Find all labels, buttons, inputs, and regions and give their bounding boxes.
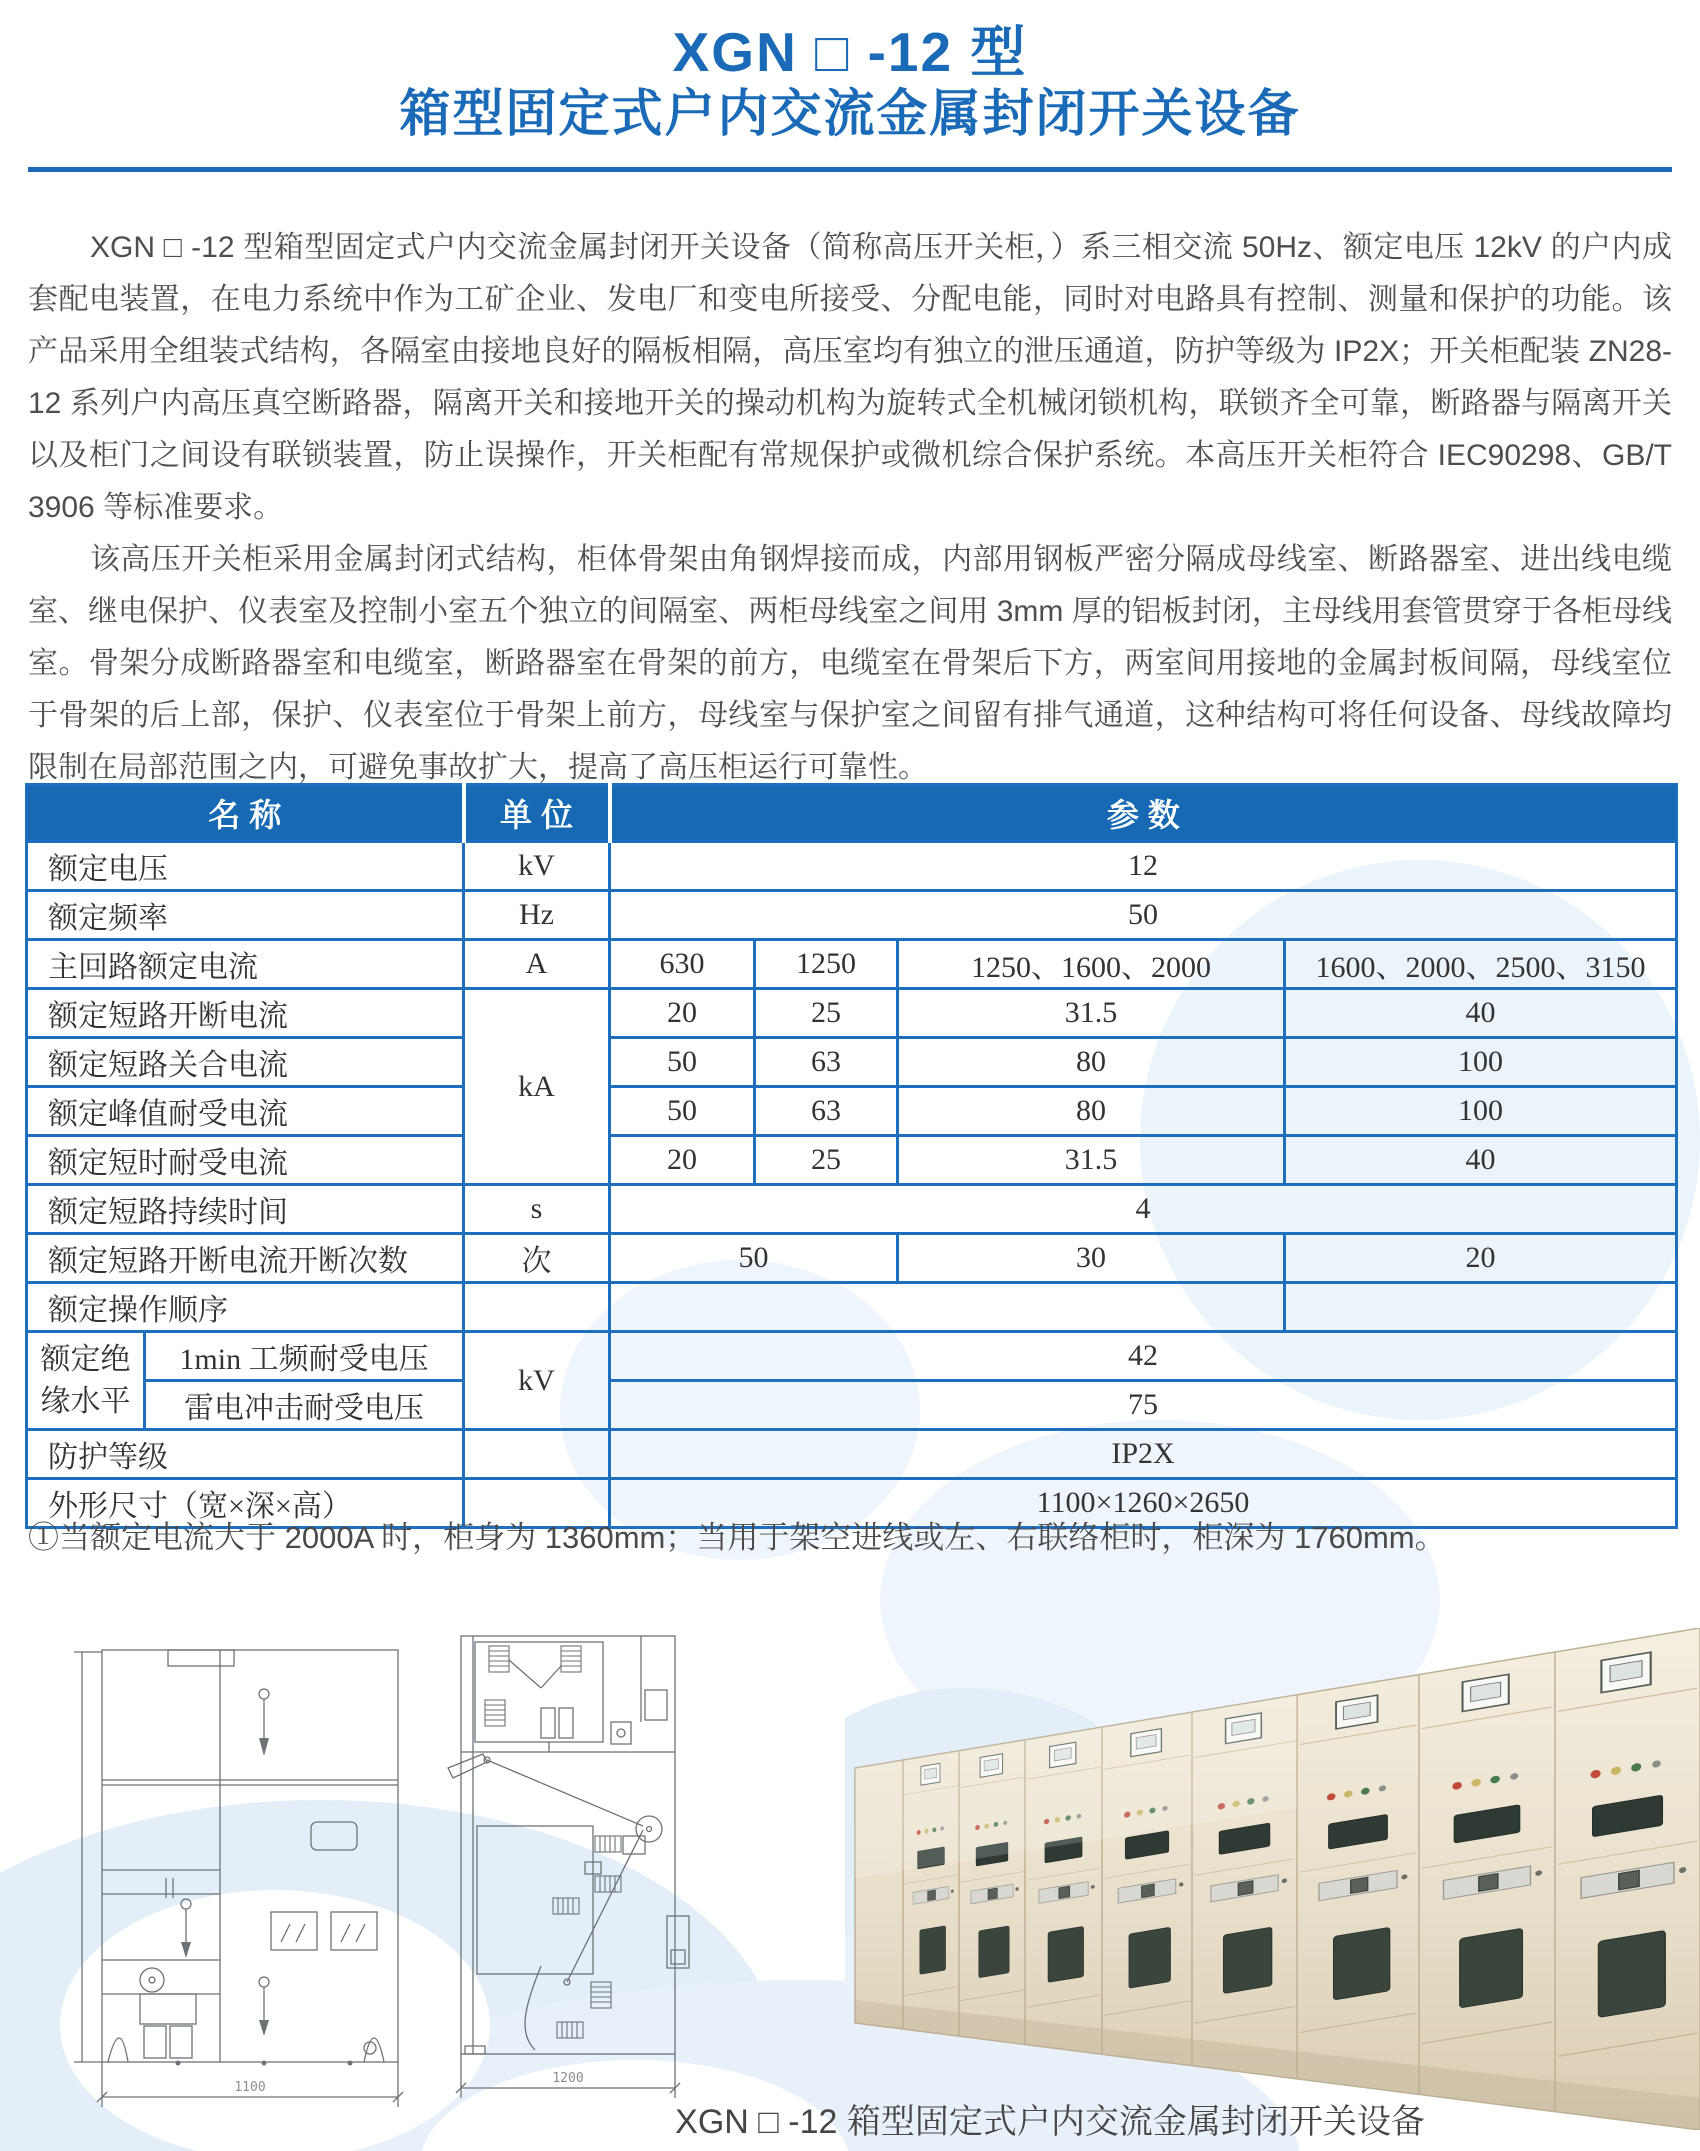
col-header-name: 名 称 — [27, 785, 464, 842]
spec-value-cell: 100 — [1285, 1038, 1677, 1087]
page-title — [0, 20, 1700, 144]
spec-value-cell: IP2X — [610, 1430, 1677, 1479]
spec-value-cell: 50 — [610, 1087, 755, 1136]
page-title-line2: 箱型固定式户内交流金属封闭开关设备 — [399, 85, 1301, 142]
spec-unit-cell — [464, 1283, 610, 1332]
spec-unit-cell: kV — [464, 1332, 610, 1430]
spec-name-cell: 额定短路关合电流 — [27, 1038, 464, 1087]
spec-name-cell: 额定短路开断电流开断次数 — [27, 1234, 464, 1283]
spec-unit-cell: kV — [464, 842, 610, 891]
table-row — [27, 842, 1677, 891]
spec-table — [25, 783, 1678, 1529]
col-header-unit: 单 位 — [464, 785, 610, 842]
page-title-line1: XGN □ -12 型 — [672, 21, 1028, 83]
side-view-depth-dimension: 1200 — [552, 2071, 584, 2086]
spec-value-cell: 630 — [610, 940, 755, 989]
spec-value-cell: 80 — [898, 1038, 1285, 1087]
front-view-drawing — [68, 1642, 433, 2122]
spec-value-cell — [1285, 1283, 1677, 1332]
spec-value-cell: 20 — [1285, 1234, 1677, 1283]
spec-value-cell: 80 — [898, 1087, 1285, 1136]
table-row — [27, 989, 1677, 1038]
col-header-params: 参 数 — [610, 785, 1677, 842]
table-row — [27, 1136, 1677, 1185]
spec-value-cell: 40 — [1285, 989, 1677, 1038]
spec-name-cell: 外形尺寸（宽×深×高） — [27, 1479, 464, 1528]
table-row — [27, 891, 1677, 940]
spec-name-cell: 额定频率 — [27, 891, 464, 940]
spec-value-cell: 31.5 — [898, 989, 1285, 1038]
spec-name-cell: 额定短时耐受电流 — [27, 1136, 464, 1185]
spec-value-cell: 25 — [755, 1136, 898, 1185]
spec-value-cell: 1100×1260×2650 — [610, 1479, 1677, 1528]
table-header-row — [27, 785, 1677, 842]
spec-name-cell: 额定电压 — [27, 842, 464, 891]
spec-name-cell: 主回路额定电流 — [27, 940, 464, 989]
front-view-width-dimension: 1100 — [234, 2080, 266, 2095]
spec-value-cell: 12 — [610, 842, 1677, 891]
table-row — [27, 1283, 1677, 1332]
spec-value-cell: 50 — [610, 1234, 898, 1283]
spec-value-cell: 42 — [610, 1332, 1677, 1381]
spec-value-cell: 100 — [1285, 1087, 1677, 1136]
photo-caption: XGN □ -12 箱型固定式户内交流金属封闭开关设备 — [675, 2103, 1425, 2141]
spec-value-cell: 1250 — [755, 940, 898, 989]
table-row — [27, 1430, 1677, 1479]
spec-value-cell: 25 — [755, 989, 898, 1038]
spec-group-cell: 额定绝缘水平 — [27, 1332, 145, 1430]
table-row — [27, 1381, 1677, 1430]
table-row — [27, 1087, 1677, 1136]
spec-value-cell: 63 — [755, 1038, 898, 1087]
spec-value-cell: 1600、2000、2500、3150 — [1285, 940, 1677, 989]
spec-name-cell: 1min 工频耐受电压 — [145, 1332, 464, 1381]
spec-value-cell: 30 — [898, 1234, 1285, 1283]
spec-value-cell: 20 — [610, 1136, 755, 1185]
table-row — [27, 1185, 1677, 1234]
spec-name-cell: 额定操作顺序 — [27, 1283, 464, 1332]
spec-unit-cell: kA — [464, 989, 610, 1185]
spec-name-cell: 额定短路开断电流 — [27, 989, 464, 1038]
intro-paragraph-1: XGN □ -12 型箱型固定式户内交流金属封闭开关设备（简称高压开关柜，）系三相交流 50Hz、额定电压 12kV 的户内成套配电装置，在电力系统中作为工矿企业、发电厂和变电所接受、分配电能，同时对电路具有控制、测量和保护的功能。该产品采用全组装式结构，各隔室由接地良好的隔板相隔，高压室均有独立的泄压通道，防护等级为 IP2X；开关柜配装 ZN28-12 系列户内高压真空断路器，隔离开关和接地开关的操动机构为旋转式全机械闭锁机构，联锁齐全可靠，断路器与隔离开关以及柜门之间设有联锁装置，防止误操作，开关柜配有常规保护或微机综合保护系统。本高压开关柜符合 IEC90298、GB/T 3906 等标准要求。 — [28, 231, 1672, 524]
spec-value-cell: 1250、1600、2000 — [898, 940, 1285, 989]
intro-text — [28, 222, 1672, 794]
spec-value-cell: 50 — [610, 891, 1677, 940]
spec-value-cell: 40 — [1285, 1136, 1677, 1185]
table-row — [27, 940, 1677, 989]
spec-name-cell: 额定峰值耐受电流 — [27, 1087, 464, 1136]
spec-value-cell: 20 — [610, 989, 755, 1038]
spec-value-cell — [610, 1283, 1285, 1332]
spec-value-cell: 4 — [610, 1185, 1677, 1234]
spec-unit-cell — [464, 1430, 610, 1479]
title-divider — [28, 167, 1672, 172]
spec-unit-cell: 次 — [464, 1234, 610, 1283]
spec-value-cell: 31.5 — [898, 1136, 1285, 1185]
side-view-drawing — [445, 1630, 690, 2117]
spec-name-cell: 雷电冲击耐受电压 — [145, 1381, 464, 1430]
intro-paragraph-2: 该高压开关柜采用金属封闭式结构，柜体骨架由角钢焊接而成，内部用钢板严密分隔成母线室、断路器室、进出线电缆室、继电保护、仪表室及控制小室五个独立的间隔室、两柜母线室之间用 3mm 厚的铝板封闭，主母线用套管贯穿于各柜母线室。骨架分成断路器室和电缆室，断路器室在骨架的前方，电缆室在骨架后下方，两室间用接地的金属封板间隔，母线室位于骨架的后上部，保护、仪表室位于骨架上前方，母线室与保护室之间留有排气通道，这种结构可将任何设备、母线故障均限制在局部范围之内，可避免事故扩大，提高了高压柜运行可靠性。 — [28, 543, 1672, 784]
switchgear-photo — [845, 1628, 1700, 2130]
spec-name-cell: 防护等级 — [27, 1430, 464, 1479]
table-row — [27, 1038, 1677, 1087]
spec-name-cell: 额定短路持续时间 — [27, 1185, 464, 1234]
footnote: ①当额定电流大于 2000A 时，柜身为 1360mm；当用于架空进线或左、右联络柜时，柜深为 1760mm。 — [28, 1520, 1446, 1555]
spec-value-cell: 50 — [610, 1038, 755, 1087]
spec-unit-cell: Hz — [464, 891, 610, 940]
table-row — [27, 1332, 1677, 1381]
table-row — [27, 1234, 1677, 1283]
spec-unit-cell: A — [464, 940, 610, 989]
spec-value-cell: 75 — [610, 1381, 1677, 1430]
spec-unit-cell: s — [464, 1185, 610, 1234]
spec-value-cell: 63 — [755, 1087, 898, 1136]
